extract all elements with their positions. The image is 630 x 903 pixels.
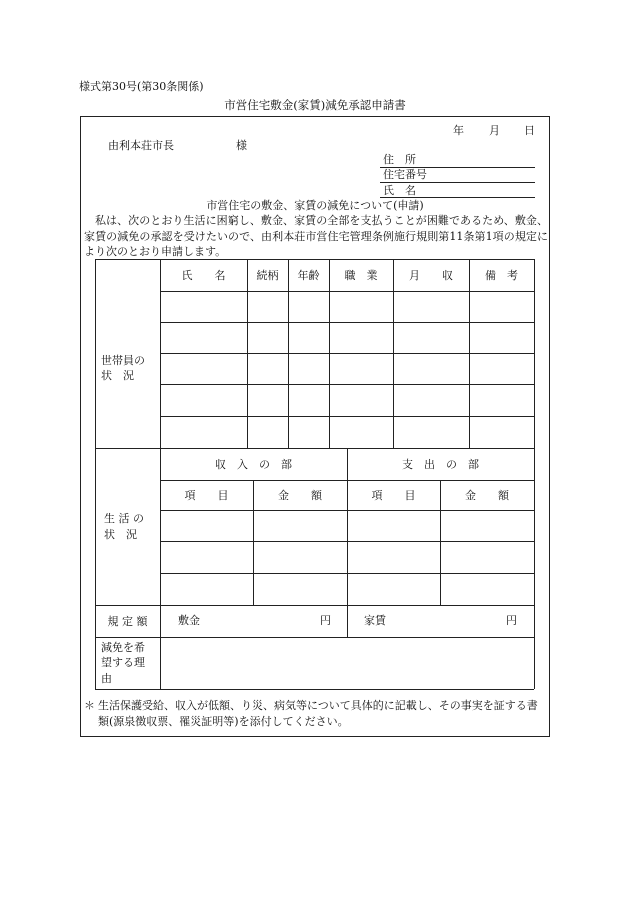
date-year-label: 年 xyxy=(453,124,464,137)
note-asterisk: ＊ xyxy=(84,699,95,712)
expense-item-header: 項 目 xyxy=(371,489,416,502)
expense-section-header: 支 出 の 部 xyxy=(402,458,479,471)
household-member-row[interactable] xyxy=(161,417,533,447)
applicant-house-number-field[interactable] xyxy=(380,182,535,183)
household-header-age: 年齢 xyxy=(297,269,320,282)
subject-line: 市営住宅の敷金、家賃の減免について(申請) xyxy=(206,199,424,212)
household-member-row[interactable] xyxy=(161,354,533,383)
household-section-label-2: 状 況 xyxy=(101,369,134,382)
addressee-name: 由利本荘市長 xyxy=(108,139,174,152)
household-member-row[interactable] xyxy=(161,292,533,321)
applicant-address-label: 住 所 xyxy=(383,153,416,166)
rent-yen-unit: 円 xyxy=(506,614,517,627)
income-section-header: 収 入 の 部 xyxy=(215,458,292,471)
reason-input-area[interactable] xyxy=(161,638,533,688)
living-entry-row[interactable] xyxy=(161,574,533,604)
document-title: 市営住宅敷金(家賃)減免承認申請書 xyxy=(224,98,406,112)
table-right-border xyxy=(534,259,535,689)
applicant-house-number-label: 住宅番号 xyxy=(383,168,427,181)
prescribed-amount-label: 規 定 額 xyxy=(107,615,148,628)
deposit-amount-field[interactable] xyxy=(205,607,315,635)
deposit-label: 敷金 xyxy=(178,614,200,627)
income-amount-header: 金 額 xyxy=(278,489,322,502)
household-header-remarks: 備 考 xyxy=(485,269,518,282)
household-member-row[interactable] xyxy=(161,385,533,415)
addressee-honorific: 様 xyxy=(236,139,247,152)
applicant-name-label: 氏 名 xyxy=(383,184,416,197)
living-entry-row[interactable] xyxy=(161,542,533,572)
reason-label-line-2: 望する理 xyxy=(101,656,145,669)
living-section-label-1: 生 活 の xyxy=(104,512,144,525)
household-section-label-1: 世帯員の xyxy=(101,354,145,367)
reason-label-line-1: 減免を希 xyxy=(101,641,145,654)
household-header-name: 氏 名 xyxy=(181,269,226,282)
living-entry-row[interactable] xyxy=(161,511,533,540)
body-paragraph: 私は、次のとおり生活に困窮し、敷金、家賃の全部を支払うことが困難であるため、敷金、家賃の減免の承認を受けたいので、由利本荘市営住宅管理条例施行規則第11条第1項の規定により次のとおり申請します。 xyxy=(84,214,548,258)
note-text: 生活保護受給、収入が低額、り災、病気等について具体的に記載し、その事実を証する書類(源泉徴収票、罹災証明等)を添付してください。 xyxy=(98,699,538,728)
rent-amount-field[interactable] xyxy=(392,607,502,635)
date-month-label: 月 xyxy=(489,124,500,137)
deposit-yen-unit: 円 xyxy=(320,614,331,627)
living-section-bottom xyxy=(95,605,534,606)
household-header-occupation: 職 業 xyxy=(344,269,378,282)
household-header-relation: 続柄 xyxy=(256,269,279,282)
living-section-label-2: 状 況 xyxy=(104,528,137,541)
household-header-income: 月 収 xyxy=(409,269,453,282)
applicant-name-field[interactable] xyxy=(380,197,535,198)
income-item-header: 項 目 xyxy=(184,489,229,502)
date-day-label: 日 xyxy=(524,124,535,137)
table-bottom-border xyxy=(95,689,534,690)
expense-amount-header: 金 額 xyxy=(465,489,509,502)
reason-label-line-3: 由 xyxy=(101,672,112,685)
form-number: 様式第30号(第30条関係) xyxy=(79,80,204,93)
rent-label: 家賃 xyxy=(364,614,386,627)
household-member-row[interactable] xyxy=(161,323,533,352)
